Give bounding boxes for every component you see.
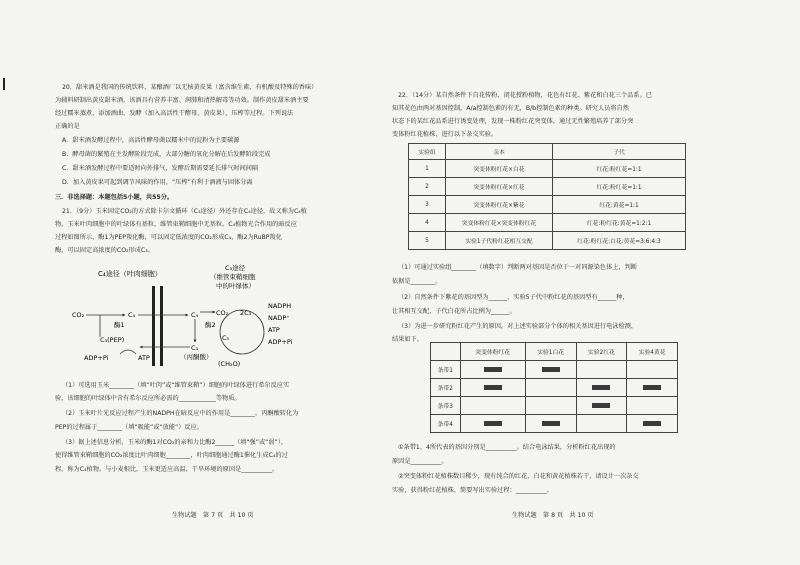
- table-row: [409, 196, 686, 214]
- co2-left: CO₂: [72, 311, 85, 319]
- gel-band-label: 条带4: [431, 415, 461, 433]
- gel-band-label: 条带3: [431, 397, 461, 415]
- ch2o-label: (CH₂O): [218, 360, 241, 368]
- enzyme2-label: 酶2: [205, 321, 216, 329]
- nadph-label: NADPH: [268, 302, 292, 310]
- enzyme1-label: 酶1: [114, 321, 125, 329]
- q22-stem-line1: 22．（14分）某自然条件下自花传粉、闭花授粉植物，花色有红花、紫花和白花三个品系。已: [398, 92, 652, 99]
- section-heading: 三．非选择题：本题包括5小题，共55分。: [55, 194, 174, 201]
- gel-cell: [576, 397, 627, 415]
- gel-cell: [576, 379, 627, 397]
- table-cell: 红花:粉红花=1:1: [553, 160, 686, 178]
- adp-pi-left: ADP+Pi: [84, 354, 109, 362]
- gel-row: [431, 361, 678, 379]
- c4-label-a: C₄: [128, 311, 136, 319]
- gel-cell: [627, 379, 678, 397]
- page-footer-right: 生物试题 第 8 页 共 10 页: [512, 512, 594, 519]
- gel-cell: [627, 415, 678, 433]
- gel-band: [592, 385, 610, 390]
- pyruvate-label: （丙酮酸）: [180, 353, 213, 361]
- table-cell: 突变体粉红花×紫花: [446, 196, 553, 214]
- q21-sub3-line2: 使得维管束鞘细胞的CO₂浓度比叶肉细胞________，叶肉细胞通过酶1催化生成C₄的过: [55, 452, 288, 459]
- table-cell: 红花:粉红花=1:1: [553, 178, 686, 196]
- adp-pi-right: ADP+Pi: [268, 338, 293, 346]
- gel-cell: [460, 397, 525, 415]
- table-cell: 5: [409, 232, 446, 250]
- q22-sub2-line2: 让其相互交配，子代白花所占比例为______。: [392, 308, 516, 315]
- gel-band: [643, 421, 661, 426]
- page-footer-left: 生物试题 第 7 页 共 10 页: [172, 512, 254, 519]
- cell-wall-2: [160, 286, 163, 366]
- c5-label: C₅: [222, 334, 230, 342]
- table-header: 亲本: [446, 144, 553, 160]
- gel-header: 实验2红花: [576, 343, 627, 361]
- c3-pathway-label-3: 中的叶绿体）: [216, 282, 255, 290]
- q20-stem-line3: 经过糯米蒸煮、添加酒曲、发酵（加入高活性干酵母、黄皮果），压榨等过程。下列说法: [55, 110, 294, 117]
- q22-sub1-line2: 依据是________。: [392, 278, 442, 285]
- page-8: [392, 0, 800, 565]
- gel-cell: [576, 361, 627, 379]
- nadp-label: NADP⁺: [268, 314, 290, 322]
- table-row: [409, 160, 686, 178]
- c3-pathway-label-1: C₃途径: [225, 264, 246, 272]
- gel-cell: [576, 415, 627, 433]
- gel-cell: [525, 379, 576, 397]
- q20-stem-line2: 为辅料研制出黄皮甜米酒，该酒具有营养丰富、润肺和清热解毒等功效。制作黄皮甜米酒主要: [55, 97, 309, 104]
- q22-sub1-line1: （1）可通过实验组________（填数字）判断两对基因是否位于一对同源染色体上，判断: [398, 264, 638, 271]
- gel-band: [484, 367, 502, 372]
- table-header: 实验组: [409, 144, 446, 160]
- gel-row: [431, 415, 678, 433]
- q21-stem-line1: 21．（9分）玉米固定CO₂的方式除卡尔文循环（C₃途径）外还存在C₄途径，故又称为C₄植: [62, 208, 307, 215]
- electrophoresis-table: [430, 342, 678, 433]
- q20-stem-line1: 20．甜米酒是我国的传统饮料，某酿酒厂以无核黄皮果（富含维生素、有机酸及特殊的香味）: [62, 84, 318, 91]
- gel-header: 实验1白花: [525, 343, 576, 361]
- table-cell: 2: [409, 178, 446, 196]
- gel-row: [431, 397, 678, 415]
- two-c3-label: 2C₃: [240, 309, 252, 317]
- gel-band: [484, 421, 502, 426]
- q21-stem-line2: 物。玉米叶肉细胞中的叶绿体有基粒，维管束鞘细胞中无基粒。C₄植物光合作用的暗反应: [55, 221, 297, 228]
- atp-right: ATP: [268, 326, 280, 334]
- table-cell: 3: [409, 196, 446, 214]
- q22-stem-line3: 状态下的某红花品系进行诱变处理，发现一株粉红花突变体，通过无性繁殖培养了部分突: [392, 118, 634, 125]
- q20-option-a: A．甜米酒发酵过程中，高活性酵母菌以糯米中的淀粉为主要碳源: [62, 137, 240, 144]
- q22-sub3-line2: 结果如下。: [392, 336, 423, 343]
- c3-pep-label: C₃(PEP): [100, 336, 125, 344]
- table-cell: 红花:粉红花:白花:黄花=3:6:4:3: [553, 232, 686, 250]
- q22-stem-line4: 变体粉红花植株，进行以下杂交实验。: [392, 131, 498, 138]
- q21-sub2-line1: （2）玉米叶片光反应过程产生的NADPH在暗反应中的作用是________。丙酮酸转化为: [62, 410, 299, 417]
- q22-sub4-line1: ①条带1、4所代表的基因分别是__________。结合电泳结果，分析粉红花出现的: [398, 444, 616, 451]
- q21-sub1-line1: （1）可选用玉米________（填“叶肉”或“维管束鞘”）细胞的叶绿体进行希尔反应实: [62, 382, 290, 389]
- q20-option-c: C．甜米酒发酵过程中要适时向外排气，发酵后期需要延长排气时间间隔: [62, 165, 259, 172]
- gel-band-label: 条带1: [431, 361, 461, 379]
- table-row: [409, 178, 686, 196]
- gel-band: [643, 385, 661, 390]
- gel-band: [542, 421, 560, 426]
- gel-cell: [460, 415, 525, 433]
- gel-cell: [627, 361, 678, 379]
- q20-option-b: B．酵母菌的繁殖在主发酵阶段完成，大部分糖的氧化分解在后发酵阶段完成: [62, 151, 271, 158]
- cell-wall-1: [152, 286, 155, 366]
- q22-sub5-line2: 实验，获得粉红花植株，简要写出实验过程：__________。: [392, 487, 553, 494]
- gel-cell: [460, 379, 525, 397]
- q22-sub5-line1: ②突变体粉红花植株数目稀少，现有纯合的红花、白花和黄花植株若干，请设计一次杂交: [398, 473, 639, 480]
- gel-header: [431, 343, 461, 361]
- q22-sub2-line1: （2）自然条件下紫花的基因型为______，实验5子代中粉红花的基因型有______种，: [398, 294, 629, 301]
- gel-header: 实验4黄花: [627, 343, 678, 361]
- q21-stem-line3: 过程如图所示，酶1为PEP羧化酶，可以固定低浓度的CO₂形成C₄，酶2为RuBP羧化: [55, 234, 282, 241]
- c3-pathway-label-2: （维管束鞘细胞: [210, 273, 256, 281]
- q21-sub2-line2: PEP的过程属于________（填“吸能”或“放能”）反应。: [55, 424, 203, 431]
- q21-sub3-line1: （3）据上述信息分析，玉米的酶1对CO₂的亲和力比酶2______（填“强”或“弱”），: [62, 439, 288, 446]
- table-header: 子代: [553, 144, 686, 160]
- cross-experiment-table: [408, 143, 686, 250]
- table-cell: 红花:黄花=1:1: [553, 196, 686, 214]
- gel-cell: [627, 397, 678, 415]
- co2-right: CO₂: [216, 309, 229, 317]
- c4-label-b: C₄: [191, 311, 199, 319]
- gel-cell: [525, 361, 576, 379]
- pyruvate-c3: C₃: [191, 344, 199, 352]
- c4-pathway-label: C₄途径（叶肉细胞）: [98, 270, 162, 278]
- gel-cell: [525, 415, 576, 433]
- table-row: [409, 214, 686, 232]
- gel-header: 突变体粉红花: [460, 343, 525, 361]
- q20-option-d: D．加入黄皮果可起到调节风味的作用，“压榨”有利于酒液与固体分离: [62, 179, 253, 186]
- gel-band: [592, 403, 610, 408]
- q21-sub3-line3: 程，称为C₄植物。与小麦相比，玉米更适应高温、干旱环境的原因是__________。: [55, 466, 279, 473]
- gel-band-label: 条带2: [431, 379, 461, 397]
- q22-stem-line2: 知其花色由两对基因控制，A/a控制色素的有无，B/b控制色素的种类。研究人员将自然: [392, 105, 629, 112]
- c4-pathway-diagram: [70, 262, 320, 372]
- table-cell: 突变体粉红花×红花: [446, 178, 553, 196]
- q22-sub3-line1: （3）为进一步研究粉红花产生的原因，对上述实验部分个体的相关基因进行电泳检测，: [398, 323, 638, 330]
- q22-sub4-line2: 原因是__________。: [392, 458, 448, 465]
- q21-stem-line4: 酶，可以固定高浓度的CO₂形成C₃。: [55, 247, 154, 254]
- table-cell: 4: [409, 214, 446, 232]
- table-cell: 红花:粉红花:黄花=1:2:1: [553, 214, 686, 232]
- q21-sub1-line2: 验，该细胞的叶绿体中含有希尔反应所必需的____________等物质。: [55, 395, 241, 402]
- table-cell: 突变体粉红花×白花: [446, 160, 553, 178]
- gel-cell: [460, 361, 525, 379]
- atp-left: ATP: [138, 354, 150, 362]
- table-cell: 1: [409, 160, 446, 178]
- gel-band: [542, 367, 560, 372]
- table-row: [409, 232, 686, 250]
- gel-row: [431, 379, 678, 397]
- q20-stem-line4: 正确的是: [55, 123, 80, 130]
- gel-band: [484, 385, 502, 390]
- gel-cell: [525, 397, 576, 415]
- table-cell: 实验1子代粉红花相互交配: [446, 232, 553, 250]
- table-cell: 突变体粉红花×突变体粉红花: [446, 214, 553, 232]
